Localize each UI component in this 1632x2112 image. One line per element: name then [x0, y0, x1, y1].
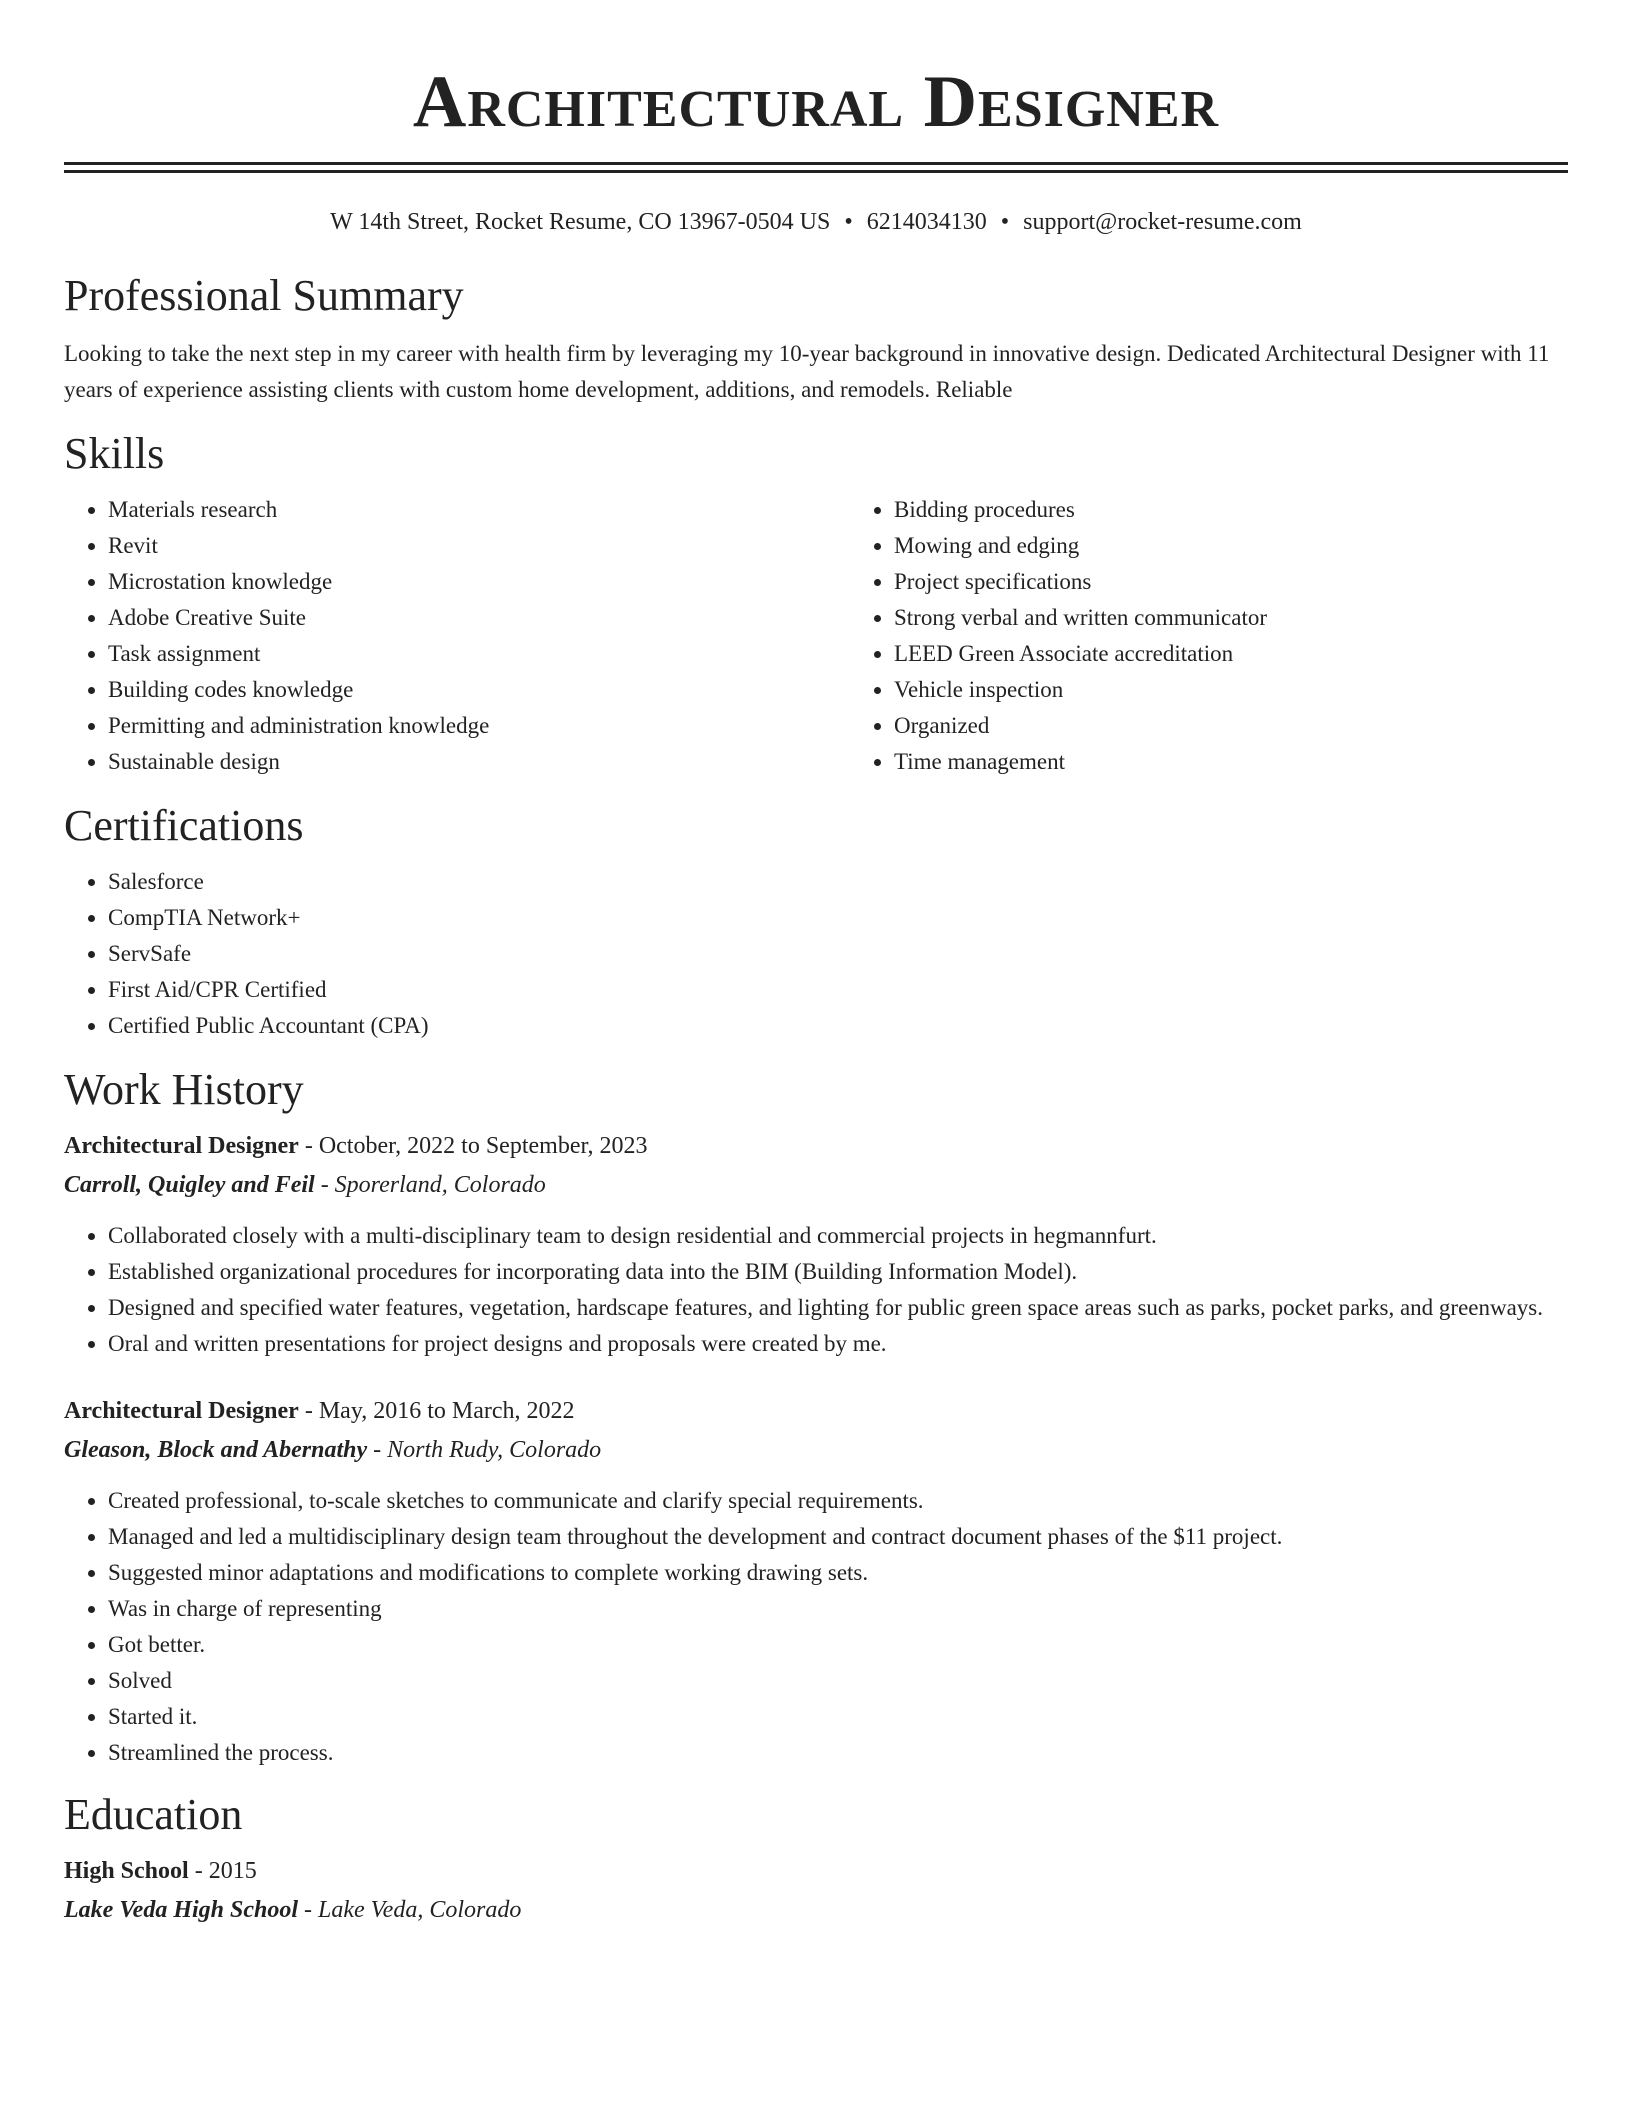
skill-item: • Bidding procedures	[894, 492, 1632, 528]
section-heading-certifications: Certifications	[64, 801, 304, 850]
education-year: - 2015	[188, 1858, 257, 1884]
skill-item: • Sustainable design	[108, 744, 850, 780]
job-company: Carroll, Quigley and Feil	[64, 1172, 315, 1198]
education-entry	[64, 1853, 1568, 1928]
skill-item: • Permitting and administration knowledge	[108, 708, 850, 744]
education-school: Lake Veda High School	[64, 1897, 299, 1923]
section-heading-summary: Professional Summary	[64, 271, 464, 320]
skill-item: • Strong verbal and written communicator	[894, 600, 1632, 636]
title-double-rule	[64, 162, 1568, 173]
skill-item: • Revit	[108, 528, 850, 564]
job-bullet: • Created professional, to-scale sketches to communicate and clarify special requirements.	[108, 1483, 1568, 1519]
skill-item: • Vehicle inspection	[894, 672, 1632, 708]
section-heading-education: Education	[64, 1790, 243, 1839]
job-location: - Sporerland, Colorado	[314, 1172, 546, 1198]
job-entry	[64, 1128, 1568, 1362]
skill-item: • Mowing and edging	[894, 528, 1632, 564]
job-bullet: • Got better.	[108, 1627, 1568, 1663]
education-degree: High School	[64, 1858, 189, 1884]
certifications-list	[64, 864, 1568, 1044]
contact-separator: •	[844, 209, 853, 235]
skill-item: • Project specifications	[894, 564, 1632, 600]
contact-address: W 14th Street, Rocket Resume, CO 13967-0504 US	[330, 209, 831, 235]
job-location: - North Rudy, Colorado	[367, 1437, 602, 1463]
summary-text: Looking to take the next step in my career with health firm by leveraging my 10-year background in innovative design. Dedicated Architectural Designer with 11 years of experience assisting clients with custom home development, additions, and remodels. Reliable	[64, 341, 1550, 402]
education-location: - Lake Veda, Colorado	[298, 1897, 522, 1923]
job-title: Architectural Designer	[64, 1398, 299, 1424]
skill-item: • Materials research	[108, 492, 850, 528]
job-entry	[64, 1393, 1568, 1771]
job-bullet: • Was in charge of representing	[108, 1591, 1568, 1627]
job-bullet: • Suggested minor adaptations and modifications to complete working drawing sets.	[108, 1555, 1568, 1591]
job-bullets	[64, 1218, 1568, 1362]
job-title: Architectural Designer	[64, 1133, 299, 1159]
certification-item: • First Aid/CPR Certified	[108, 972, 1568, 1008]
job-bullet: • Started it.	[108, 1699, 1568, 1735]
contact-line	[64, 204, 1568, 240]
skills-list-left	[64, 492, 850, 780]
certification-item: • CompTIA Network+	[108, 900, 1568, 936]
education-school-line	[64, 1892, 1568, 1928]
contact-separator: •	[1000, 209, 1010, 235]
skill-item: • LEED Green Associate accreditation	[894, 636, 1632, 672]
job-bullet: • Managed and led a multidisciplinary design team throughout the development and contract document phases of the $11 project.	[108, 1519, 1568, 1555]
job-dates: - May, 2016 to March, 2022	[298, 1398, 575, 1424]
section-heading-work-history: Work History	[64, 1065, 304, 1114]
contact-phone: 6214034130	[866, 209, 987, 235]
job-bullet: • Designed and specified water features, vegetation, hardscape features, and lighting for public green space areas such as parks, pocket parks, and greenways.	[108, 1290, 1568, 1326]
job-bullets	[64, 1483, 1568, 1771]
certification-item: • Certified Public Accountant (CPA)	[108, 1008, 1568, 1044]
section-heading-skills: Skills	[64, 429, 165, 478]
job-dates: - October, 2022 to September, 2023	[298, 1133, 648, 1159]
skill-item: • Building codes knowledge	[108, 672, 850, 708]
job-title-line	[64, 1393, 1568, 1429]
skill-item: • Time management	[894, 744, 1632, 780]
job-bullet: • Streamlined the process.	[108, 1735, 1568, 1771]
certification-item: • Salesforce	[108, 864, 1568, 900]
skill-item: • Organized	[894, 708, 1632, 744]
skills-list-right	[850, 492, 1632, 780]
skill-item: • Adobe Creative Suite	[108, 600, 850, 636]
job-bullet: • Solved	[108, 1663, 1568, 1699]
job-bullet: • Oral and written presentations for project designs and proposals were created by me.	[108, 1326, 1568, 1362]
education-degree-line	[64, 1853, 1568, 1889]
skill-item: • Task assignment	[108, 636, 850, 672]
job-company-line	[64, 1167, 1568, 1203]
resume-title: Architectural Designer	[412, 61, 1220, 143]
job-title-line	[64, 1128, 1568, 1164]
job-company-line	[64, 1432, 1568, 1468]
skills-columns	[64, 492, 1568, 780]
job-bullet: • Established organizational procedures for incorporating data into the BIM (Building Information Model).	[108, 1254, 1568, 1290]
skill-item: • Microstation knowledge	[108, 564, 850, 600]
job-company: Gleason, Block and Abernathy	[64, 1437, 368, 1463]
certification-item: • ServSafe	[108, 936, 1568, 972]
contact-email: support@rocket-resume.com	[1023, 209, 1302, 235]
job-bullet: • Collaborated closely with a multi-disciplinary team to design residential and commercial projects in hegmannfurt.	[108, 1218, 1568, 1254]
